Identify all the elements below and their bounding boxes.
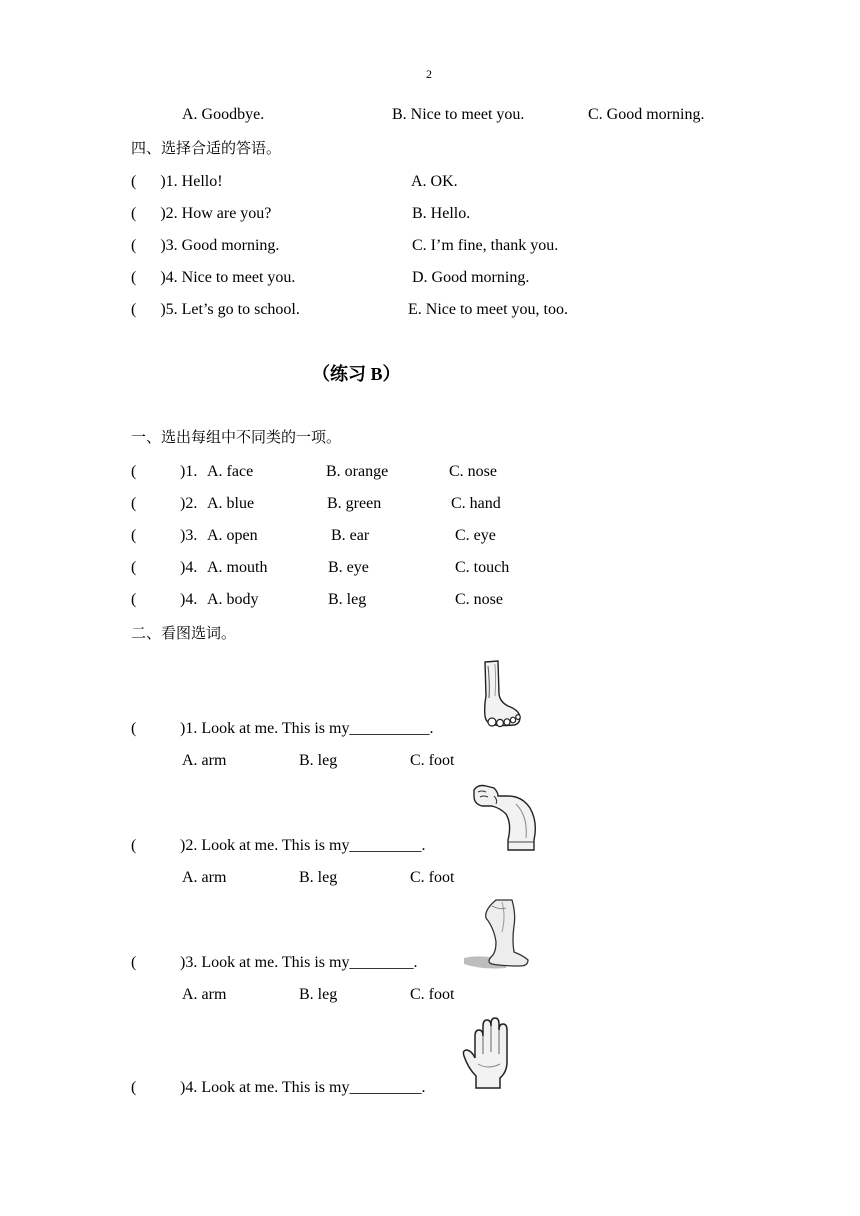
question-number: )4.: [180, 559, 198, 576]
part2-question-1: )1. Look at me. This is my__________.: [180, 720, 434, 737]
part2-question-3: )3. Look at me. This is my________.: [180, 954, 418, 971]
option-c: C. nose: [449, 463, 497, 480]
prev-option-b: B. Nice to meet you.: [392, 106, 525, 123]
part2-q3-option-c: C. foot: [410, 986, 455, 1003]
option-b: B. leg: [328, 591, 367, 608]
option-b: B. eye: [328, 559, 369, 576]
part2-bracket-1: (: [131, 720, 137, 737]
page-number: 2: [426, 67, 432, 81]
part2-q1-option-c: C. foot: [410, 752, 455, 769]
part2-question-2: )2. Look at me. This is my_________.: [180, 837, 426, 854]
prev-option-a: A. Goodbye.: [182, 106, 265, 123]
part1-heading: 一、选出每组中不同类的一项。: [131, 428, 342, 446]
option-a: A. mouth: [207, 559, 268, 576]
question-number: )3.: [180, 527, 198, 544]
part2-bracket-4: (: [131, 1079, 137, 1096]
part2-q2-option-a: A. arm: [182, 869, 227, 886]
part4-heading: 四、选择合适的答语。: [131, 139, 282, 157]
option-c: C. eye: [455, 527, 496, 544]
option-c: C. nose: [455, 591, 503, 608]
part4-answer-a: A. OK.: [411, 173, 458, 190]
practice-b-title: （练习 B）: [312, 364, 401, 384]
leg-picture: [462, 898, 532, 972]
answer-bracket: (: [131, 559, 137, 576]
part4-question-4: ( )4. Nice to meet you.: [131, 269, 296, 286]
part2-heading: 二、看图选词。: [131, 624, 237, 642]
part2-q2-option-c: C. foot: [410, 869, 455, 886]
part4-answer-c: C. I’m fine, thank you.: [412, 237, 559, 254]
answer-bracket: (: [131, 463, 137, 480]
answer-bracket: (: [131, 591, 137, 608]
option-b: B. green: [327, 495, 382, 512]
option-a: A. blue: [207, 495, 255, 512]
part4-answer-b: B. Hello.: [412, 205, 471, 222]
arm-picture: [468, 782, 540, 854]
part4-answer-d: D. Good morning.: [412, 269, 530, 286]
part2-q2-option-b: B. leg: [299, 869, 338, 886]
part2-q1-option-b: B. leg: [299, 752, 338, 769]
question-number: )2.: [180, 495, 198, 512]
answer-bracket: (: [131, 495, 137, 512]
option-a: A. face: [207, 463, 254, 480]
option-a: A. open: [207, 527, 258, 544]
part4-question-5: ( )5. Let’s go to school.: [131, 301, 300, 318]
option-b: B. ear: [331, 527, 370, 544]
answer-bracket: (: [131, 527, 137, 544]
prev-option-c: C. Good morning.: [588, 106, 705, 123]
option-c: C. touch: [455, 559, 510, 576]
part2-bracket-2: (: [131, 837, 137, 854]
option-b: B. orange: [326, 463, 389, 480]
question-number: )1.: [180, 463, 198, 480]
option-a: A. body: [207, 591, 259, 608]
part4-answer-e: E. Nice to meet you, too.: [408, 301, 568, 318]
part2-q1-option-a: A. arm: [182, 752, 227, 769]
hand-picture: [460, 1016, 522, 1090]
part2-q3-option-a: A. arm: [182, 986, 227, 1003]
question-number: )4.: [180, 591, 198, 608]
part2-q3-option-b: B. leg: [299, 986, 338, 1003]
part4-question-1: ( )1. Hello!: [131, 173, 223, 190]
option-c: C. hand: [451, 495, 501, 512]
part2-bracket-3: (: [131, 954, 137, 971]
part2-question-4: )4. Look at me. This is my_________.: [180, 1079, 426, 1096]
part4-question-2: ( )2. How are you?: [131, 205, 272, 222]
part4-question-3: ( )3. Good morning.: [131, 237, 280, 254]
foot-picture: [478, 660, 526, 734]
